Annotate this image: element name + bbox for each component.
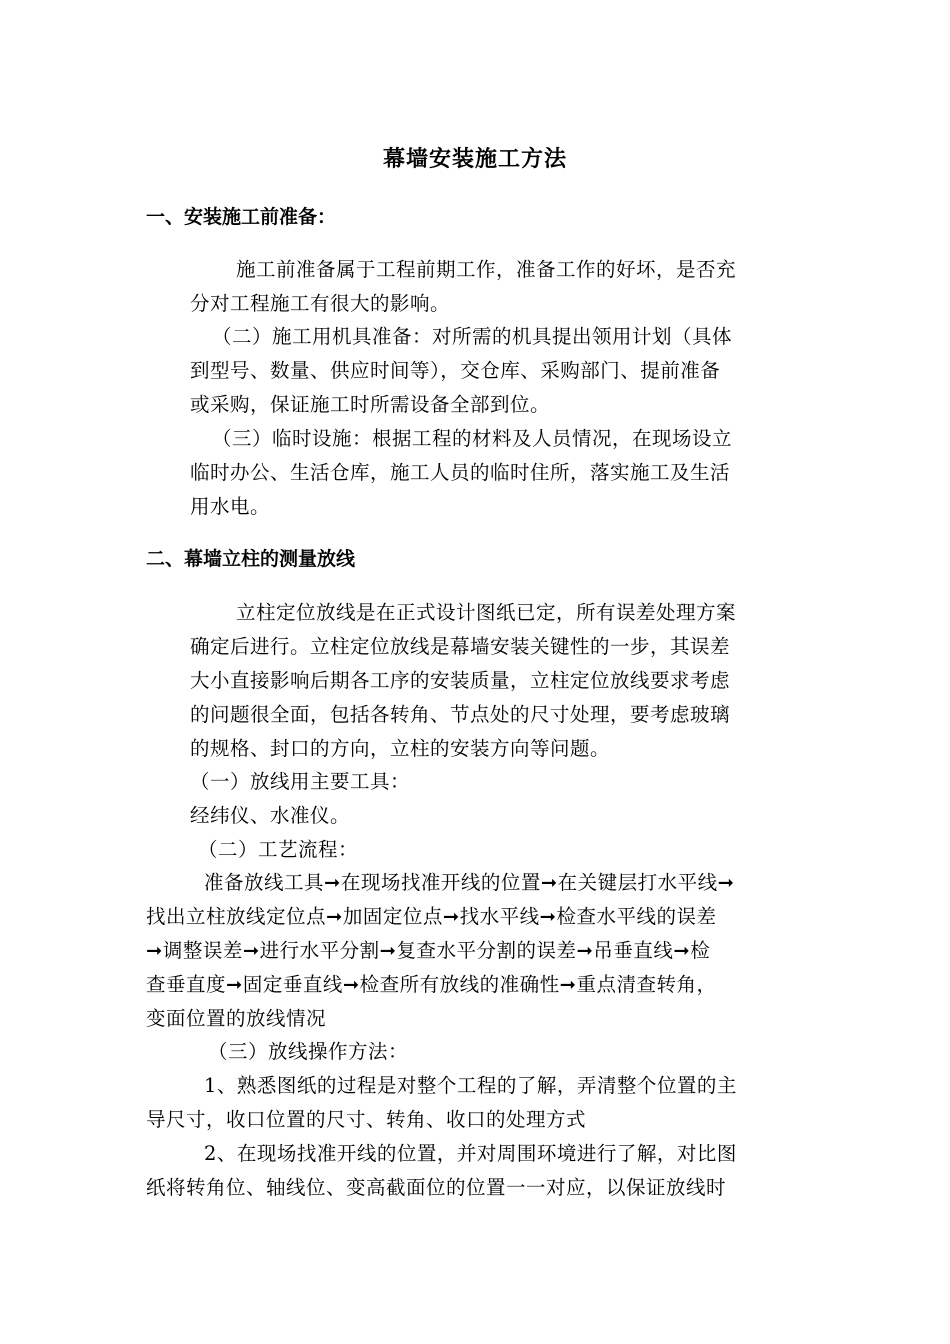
paragraph-line: 2、在现场找准开线的位置，并对周围环境进行了解，对比图 [204,1142,737,1165]
paragraph-line: 用水电。 [190,495,271,518]
tools-list: 经纬仪、水准仪。 [190,804,351,827]
tools-block [146,765,806,867]
page-title: 幕墙安装施工方法 [382,146,567,172]
paragraph-line: 分对工程施工有很大的影响。 [190,292,451,315]
paragraph-line: 纸将转角位、轴线位、变高截面位的位置一一对应，以保证放线时 [146,1176,727,1199]
paragraph-line: 大小直接影响后期各工序的安装质量，立柱定位放线要求考虑 [190,669,731,692]
paragraph-line: 临时办公、生活仓库，施工人员的临时住所，落实施工及生活 [190,461,731,484]
paragraph-line: （三）临时设施：根据工程的材料及人员情况，在现场设立 [212,427,733,450]
paragraph-column-layout [146,596,806,766]
paragraph-temporary-facilities [146,422,806,524]
paragraph-line: 立柱定位放线是在正式设计图纸已定，所有误差处理方案 [236,601,737,624]
paragraph-preparation [146,253,806,321]
method-block [146,1035,806,1205]
paragraph-line: 找出立柱放线定位点➞加固定位点➞找水平线➞检查水平线的误差 [146,905,717,928]
subheading-method: （三）放线操作方法： [208,1040,409,1063]
paragraph-line: 确定后进行。立柱定位放线是幕墙安装关键性的一步，其误差 [190,635,731,658]
section-heading-1: 一、安装施工前准备： [146,206,337,228]
paragraph-line: 的问题很全面，包括各转角、节点处的尺寸处理，要考虑玻璃 [190,703,731,726]
paragraph-line: 准备放线工具➞在现场找准开线的位置➞在关键层打水平线➞ [204,871,735,894]
paragraph-line: ➞调整误差➞进行水平分割➞复查水平分割的误差➞吊垂直线➞检 [146,939,711,962]
process-flow [146,866,806,1036]
paragraph-equipment [146,320,806,422]
paragraph-line: 施工前准备属于工程前期工作，准备工作的好坏，是否充 [236,258,737,281]
paragraph-line: （二）施工用机具准备：对所需的机具提出领用计划（具体 [212,325,733,348]
paragraph-line: 1、熟悉图纸的过程是对整个工程的了解，弄清整个位置的主 [204,1074,737,1097]
paragraph-line: 的规格、封口的方向，立柱的安装方向等问题。 [190,737,611,760]
paragraph-line: 到型号、数量、供应时间等），交仓库、采购部门、提前准备 [190,359,721,382]
subheading-tools: （一）放线用主要工具： [190,770,411,793]
section-heading-2: 二、幕墙立柱的测量放线 [146,548,356,570]
paragraph-line: 变面位置的放线情况 [146,1007,327,1030]
paragraph-line: 导尺寸，收口位置的尺寸、转角、收口的处理方式 [146,1108,587,1131]
subheading-process-flow: （二）工艺流程： [198,838,359,861]
paragraph-line: 或采购，保证施工时所需设备全部到位。 [190,393,551,416]
paragraph-line: 查垂直度➞固定垂直线➞检查所有放线的准确性➞重点清查转角， [146,973,717,996]
